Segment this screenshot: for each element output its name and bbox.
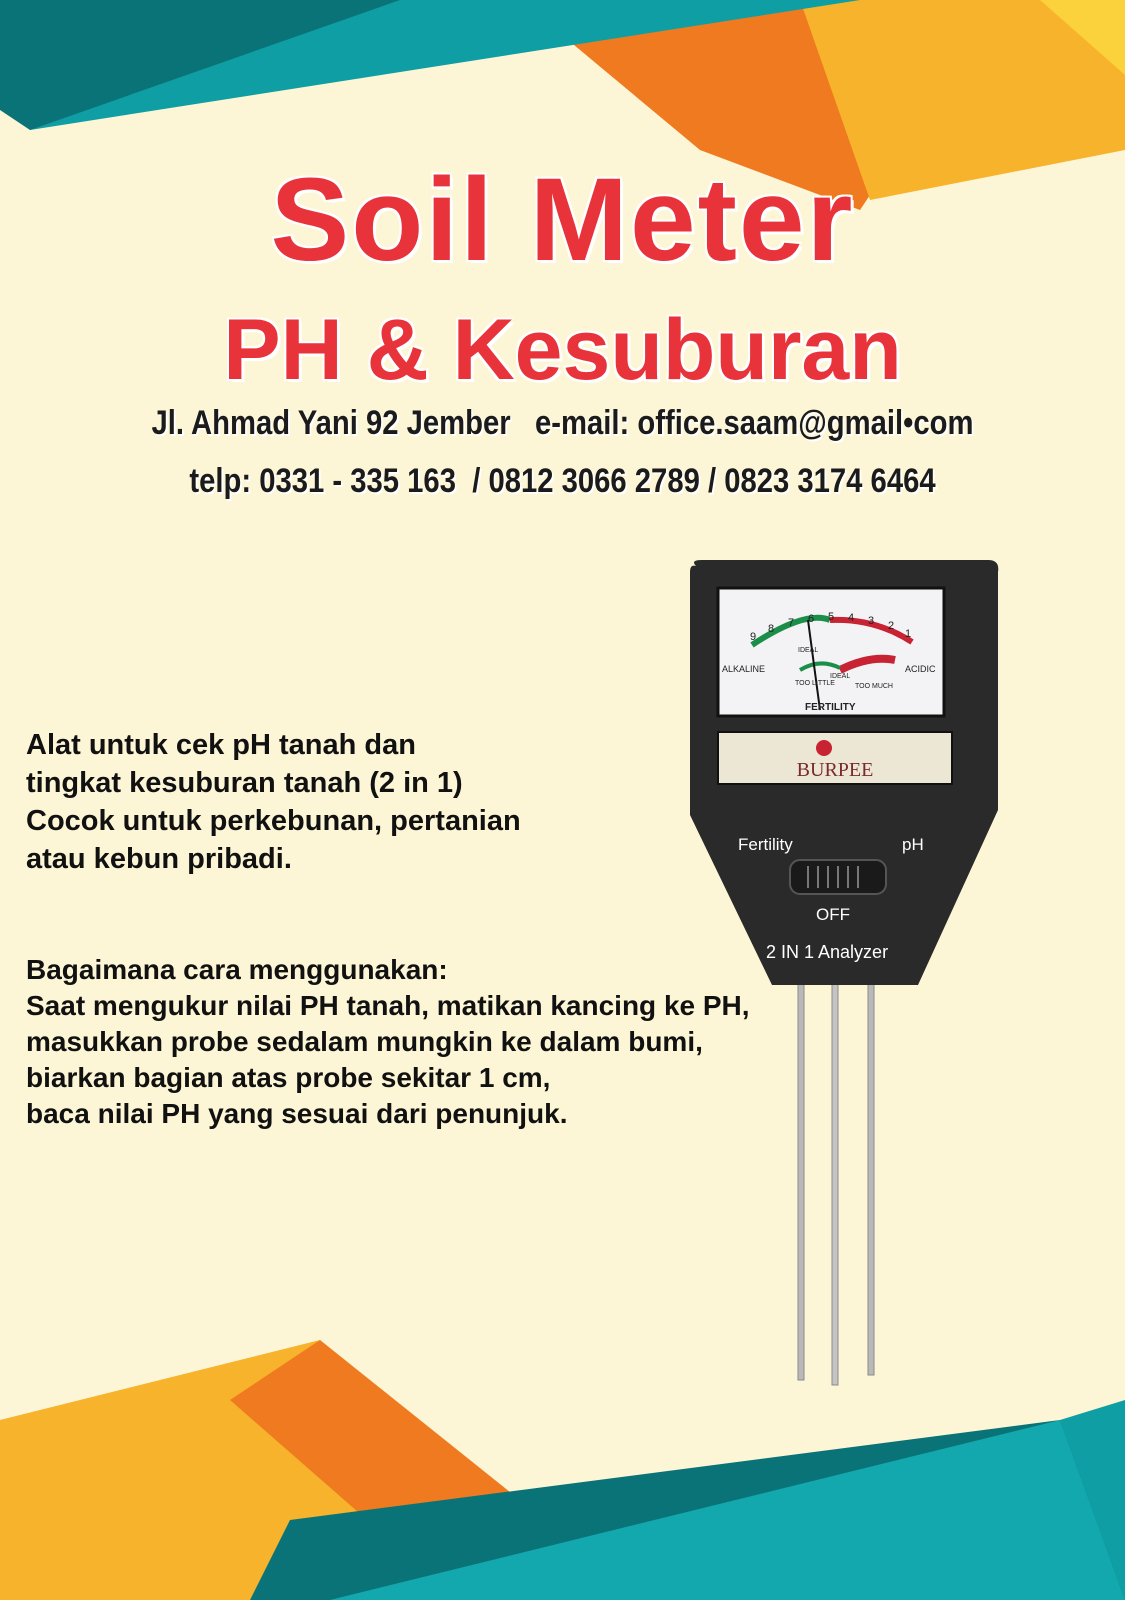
description-line: atau kebun pribadi.: [26, 843, 292, 875]
scale-number: 2: [888, 620, 895, 632]
scale-number: 4: [848, 612, 855, 624]
soil-meter-device-image: [690, 560, 1000, 1390]
switch-label-fertility: Fertility: [738, 835, 793, 854]
description-text: [26, 726, 521, 878]
scale-number: 3: [868, 615, 875, 627]
switch-label-off: OFF: [816, 905, 850, 924]
usage-instructions: [26, 952, 750, 1132]
brand-name: BURPEE: [796, 759, 874, 781]
label-fertility-scale: FERTILITY: [805, 702, 856, 713]
switch-label-ph: pH: [902, 835, 924, 854]
usage-line: baca nilai PH yang sesuai dari penunjuk.: [26, 1098, 568, 1129]
label-too-much: TOO MUCH: [855, 683, 893, 690]
usage-line: Saat mengukur nilai PH tanah, matikan kancing ke PH,: [26, 990, 750, 1021]
scale-number: 7: [788, 617, 795, 629]
scale-number: 5: [828, 611, 835, 623]
probe-left: [798, 980, 804, 1380]
probe-middle: [832, 980, 838, 1385]
label-ideal-fertility: IDEAL: [830, 673, 851, 680]
usage-line: masukkan probe sedalam mungkin ke dalam bumi,: [26, 1026, 703, 1057]
scale-number: 6: [808, 613, 815, 625]
brand-flower-icon: [816, 740, 832, 756]
contact-phone: telp: 0331 - 335 163 / 0812 3066 2789 / 0823 3174 6464: [189, 462, 936, 500]
probe-right: [868, 980, 874, 1375]
description-line: Cocok untuk perkebunan, pertanian: [26, 805, 521, 837]
title-soil-meter: Soil Meter: [270, 154, 855, 286]
label-too-little: TOO LITTLE: [795, 680, 835, 687]
description-line: Alat untuk cek pH tanah dan: [26, 729, 416, 761]
description-line: tingkat kesuburan tanah (2 in 1): [26, 767, 463, 799]
title-ph-kesuburan: PH & Kesuburan: [223, 302, 902, 398]
scale-number: 9: [750, 631, 757, 643]
scale-number: 8: [768, 623, 775, 635]
usage-line: biarkan bagian atas probe sekitar 1 cm,: [26, 1062, 551, 1093]
scale-number: 1: [905, 628, 912, 640]
label-ideal-ph: IDEAL: [798, 647, 819, 654]
label-alkaline: ALKALINE: [722, 664, 766, 674]
label-acidic: ACIDIC: [905, 664, 936, 674]
contact-address-email: Jl. Ahmad Yani 92 Jember e-mail: office.saam@gmail•com: [151, 404, 974, 442]
usage-heading: Bagaimana cara menggunakan:: [26, 954, 448, 985]
meter-display: [718, 588, 944, 716]
model-label: 2 IN 1 Analyzer: [766, 942, 889, 962]
